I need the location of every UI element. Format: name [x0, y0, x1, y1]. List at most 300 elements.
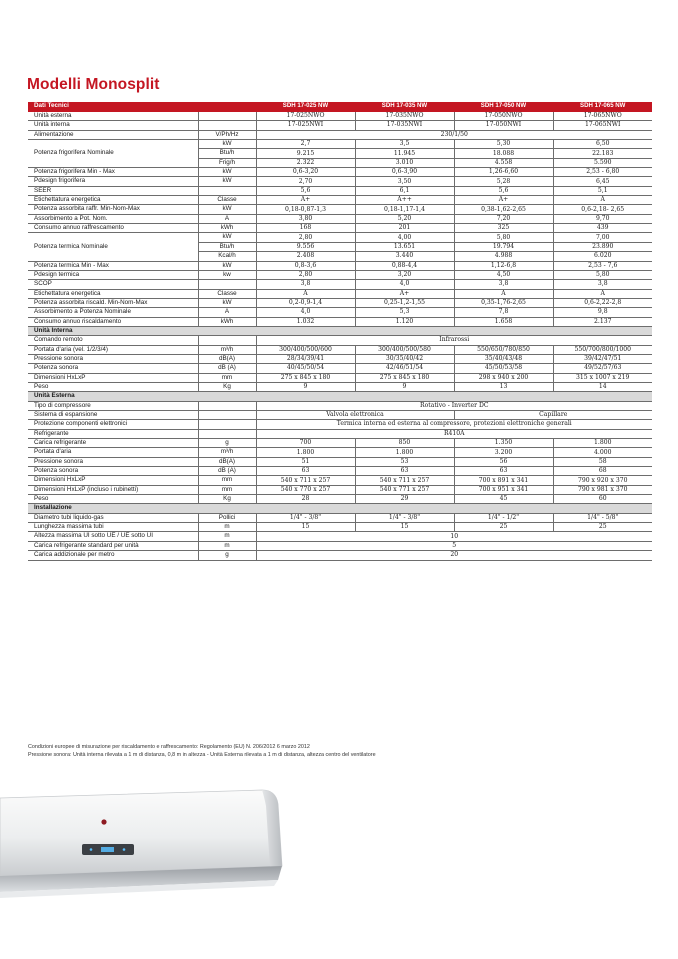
row-label: Dimensioni HxLxP	[28, 373, 198, 382]
value-cell: 6,50	[553, 140, 652, 149]
value-cell: 6,1	[355, 186, 454, 195]
spanned-value-cell: 5	[256, 541, 652, 550]
value-cell: 28/34/39/41	[256, 354, 355, 363]
value-cell: 3,20	[355, 270, 454, 279]
section-title: Unità Esterna	[28, 392, 652, 401]
unit-cell: g	[198, 439, 256, 448]
table-row	[28, 205, 652, 214]
row-label: Lunghezza massima tubi	[28, 523, 198, 532]
value-cell: 3.200	[454, 448, 553, 457]
value-cell: 13.651	[355, 242, 454, 251]
value-cell: 540 x 770 x 257	[256, 485, 355, 494]
value-cell: 42/46/51/54	[355, 364, 454, 373]
value-cell: 5.590	[553, 158, 652, 167]
unit-cell: Classe	[198, 289, 256, 298]
value-cell: 17-050NWO	[454, 112, 553, 121]
value-cell: 17-050NWI	[454, 121, 553, 130]
value-cell: 4.000	[553, 448, 652, 457]
value-cell: 540 x 771 x 257	[355, 485, 454, 494]
value-cell: 1.350	[454, 439, 553, 448]
value-cell: 13	[454, 382, 553, 391]
table-row	[28, 177, 652, 186]
unit-cell: Btu/h	[198, 149, 256, 158]
value-cell: 11.945	[355, 149, 454, 158]
row-label: Dimensioni HxLxP	[28, 476, 198, 485]
row-label: Assorbimento a Pot. Nom.	[28, 214, 198, 223]
value-cell: 5,80	[454, 233, 553, 242]
value-cell: 63	[454, 467, 553, 476]
value-cell: 25	[454, 523, 553, 532]
value-cell: 5,3	[355, 308, 454, 317]
value-cell: 439	[553, 224, 652, 233]
row-label: SCOP	[28, 280, 198, 289]
table-row	[28, 261, 652, 270]
row-label: Pressione sonora	[28, 457, 198, 466]
section-header-row	[28, 392, 652, 401]
pair-value-cell: Valvola elettronica	[256, 411, 454, 420]
value-cell: 7,00	[553, 233, 652, 242]
unit-cell	[198, 429, 256, 438]
value-cell: A	[553, 196, 652, 205]
row-label: Peso	[28, 382, 198, 391]
unit-cell: Kcal/h	[198, 252, 256, 261]
unit-cell: kW	[198, 261, 256, 270]
value-cell: 1.800	[553, 439, 652, 448]
value-cell: 30/35/40/42	[355, 354, 454, 363]
model-header-cell: SDH 17-025 NW	[256, 102, 355, 112]
table-row	[28, 439, 652, 448]
value-cell: 40/45/50/54	[256, 364, 355, 373]
spanned-value-cell: Termica interna ed esterna al compressore, protezioni elettroniche generali	[256, 420, 652, 429]
value-cell: 2,7	[256, 140, 355, 149]
value-cell: 1.800	[256, 448, 355, 457]
row-label: Carica addizionale per metro	[28, 551, 198, 560]
table-row	[28, 411, 652, 420]
table-row	[28, 289, 652, 298]
value-cell: 1/4" - 5/8"	[553, 513, 652, 522]
unit-cell: mm	[198, 373, 256, 382]
value-cell: 550/700/800/1000	[553, 345, 652, 354]
value-cell: 201	[355, 224, 454, 233]
value-cell: 3,5	[355, 140, 454, 149]
value-cell: 2,53 - 7,6	[553, 261, 652, 270]
row-label: Carica refrigerante standard per unità	[28, 541, 198, 550]
value-cell: 0,6-3,20	[256, 168, 355, 177]
unit-cell: Pollici	[198, 513, 256, 522]
row-label: Unità interna	[28, 121, 198, 130]
unit-cell: kW	[198, 205, 256, 214]
value-cell: 5,28	[454, 177, 553, 186]
value-cell: 790 x 920 x 370	[553, 476, 652, 485]
row-label: Sistema di espansione	[28, 411, 198, 420]
value-cell: 2.137	[553, 317, 652, 326]
value-cell: 5,1	[553, 186, 652, 195]
value-cell: 168	[256, 224, 355, 233]
unit-cell	[198, 420, 256, 429]
table-row	[28, 112, 652, 121]
row-label: Comando remoto	[28, 336, 198, 345]
unit-cell	[198, 411, 256, 420]
unit-cell	[198, 121, 256, 130]
value-cell: 0,38-1,62-2,65	[454, 205, 553, 214]
table-row	[28, 429, 652, 438]
value-cell: 3,8	[553, 280, 652, 289]
table-row	[28, 214, 652, 223]
value-cell: 850	[355, 439, 454, 448]
unit-cell: V/Ph/Hz	[198, 130, 256, 139]
unit-cell: mm	[198, 476, 256, 485]
row-label: Carica refrigerante	[28, 439, 198, 448]
value-cell: 58	[553, 457, 652, 466]
value-cell: 0,6-2,18- 2,65	[553, 205, 652, 214]
table-row	[28, 186, 652, 195]
unit-cell	[198, 280, 256, 289]
table-row	[28, 140, 652, 149]
value-cell: 25	[553, 523, 652, 532]
row-label: SEER	[28, 186, 198, 195]
row-label: Potenza assorbita riscald. Min-Nom-Max	[28, 298, 198, 307]
section-header-row	[28, 504, 652, 513]
value-cell: 3,8	[256, 280, 355, 289]
air-conditioner-photo	[0, 770, 320, 959]
value-cell: 17-035NWI	[355, 121, 454, 130]
value-cell: 23.890	[553, 242, 652, 251]
row-label: Assorbimento a Potenza Nominale	[28, 308, 198, 317]
value-cell: 45/50/53/58	[454, 364, 553, 373]
unit-cell: A	[198, 308, 256, 317]
table-row	[28, 513, 652, 522]
unit-cell: m	[198, 532, 256, 541]
unit-cell: m³/h	[198, 448, 256, 457]
section-title: Installazione	[28, 504, 652, 513]
value-cell: 2,80	[256, 233, 355, 242]
row-label: Etichettatura energetica	[28, 196, 198, 205]
value-cell: A	[553, 289, 652, 298]
row-label: Altezza massima UI sotto UE / UE sotto UI	[28, 532, 198, 541]
value-cell: 2,70	[256, 177, 355, 186]
spec-table	[28, 102, 652, 561]
value-cell: 6,45	[553, 177, 652, 186]
value-cell: 0,8-3,6	[256, 261, 355, 270]
unit-cell	[198, 336, 256, 345]
row-label: Alimentazione	[28, 130, 198, 139]
table-row	[28, 270, 652, 279]
unit-cell: dB (A)	[198, 467, 256, 476]
row-label: Potenza termica Min - Max	[28, 261, 198, 270]
value-cell: 49/52/57/63	[553, 364, 652, 373]
table-row	[28, 467, 652, 476]
row-label: Refrigerante	[28, 429, 198, 438]
row-label: Unità esterna	[28, 112, 198, 121]
table-row	[28, 541, 652, 550]
table-row	[28, 523, 652, 532]
unit-cell: g	[198, 551, 256, 560]
value-cell: 68	[553, 467, 652, 476]
table-row	[28, 532, 652, 541]
table-row	[28, 448, 652, 457]
value-cell: 1/4" - 1/2"	[454, 513, 553, 522]
unit-cell: kw	[198, 270, 256, 279]
row-label: Diametro tubi liquido-gas	[28, 513, 198, 522]
value-cell: 17-065NWO	[553, 112, 652, 121]
unit-cell: Kg	[198, 495, 256, 504]
value-cell: 51	[256, 457, 355, 466]
section-header-row	[28, 326, 652, 335]
footnote-sound: Pressione sonora: Unità interna rilevata a 1 m di distanza, 0,8 m in altezza - Unità Esterna rilevata a 1 m di distanza, altezza centro del ventilatore	[28, 752, 376, 758]
table-row	[28, 196, 652, 205]
value-cell: 29	[355, 495, 454, 504]
value-cell: 3,8	[454, 280, 553, 289]
unit-cell: kW	[198, 177, 256, 186]
table-row	[28, 280, 652, 289]
value-cell: 7,20	[454, 214, 553, 223]
value-cell: 17-025NWI	[256, 121, 355, 130]
table-row	[28, 345, 652, 354]
spanned-value-cell: 10	[256, 532, 652, 541]
row-label: Pressione sonora	[28, 354, 198, 363]
value-cell: 5,6	[256, 186, 355, 195]
table-row	[28, 354, 652, 363]
unit-cell: kW	[198, 233, 256, 242]
value-cell: A+	[256, 196, 355, 205]
model-header-cell: SDH 17-035 NW	[355, 102, 454, 112]
value-cell: 6.020	[553, 252, 652, 261]
value-cell: 45	[454, 495, 553, 504]
value-cell: 56	[454, 457, 553, 466]
value-cell: 9,8	[553, 308, 652, 317]
spanned-value-cell: Rotativo - Inverter DC	[256, 401, 652, 410]
unit-cell	[198, 186, 256, 195]
row-label: Tipo di compressore	[28, 401, 198, 410]
value-cell: 0,6-3,90	[355, 168, 454, 177]
table-row	[28, 401, 652, 410]
model-header-cell: SDH 17-050 NW	[454, 102, 553, 112]
table-row	[28, 364, 652, 373]
row-label: Pdesign termica	[28, 270, 198, 279]
value-cell: 790 x 981 x 370	[553, 485, 652, 494]
value-cell: 9	[355, 382, 454, 391]
value-cell: 9	[256, 382, 355, 391]
table-row	[28, 551, 652, 560]
unit-cell: A	[198, 214, 256, 223]
value-cell: 325	[454, 224, 553, 233]
table-row	[28, 495, 652, 504]
row-label: Potenza sonora	[28, 364, 198, 373]
value-cell: 1.120	[355, 317, 454, 326]
value-cell: 19.794	[454, 242, 553, 251]
value-cell: A+	[355, 289, 454, 298]
value-cell: 0,88-4,4	[355, 261, 454, 270]
spanned-value-cell: 20	[256, 551, 652, 560]
row-label: Peso	[28, 495, 198, 504]
value-cell: 1,26-6,60	[454, 168, 553, 177]
value-cell: 9.215	[256, 149, 355, 158]
unit-cell: kW	[198, 140, 256, 149]
brand-logo-icon	[101, 819, 106, 824]
row-label: Portata d'aria (vel. 1/2/3/4)	[28, 345, 198, 354]
value-cell: 275 x 845 x 180	[256, 373, 355, 382]
value-cell: 300/400/500/580	[355, 345, 454, 354]
value-cell: 53	[355, 457, 454, 466]
row-label: Potenza termica Nominale	[28, 233, 198, 261]
value-cell: A++	[355, 196, 454, 205]
unit-cell: m³/h	[198, 345, 256, 354]
unit-cell: kW	[198, 168, 256, 177]
row-label: Potenza assorbita raffr. Min-Nom-Max	[28, 205, 198, 214]
unit-cell: m	[198, 541, 256, 550]
value-cell: 17-025NWO	[256, 112, 355, 121]
value-cell: 2,53 - 6,80	[553, 168, 652, 177]
table-row	[28, 382, 652, 391]
value-cell: 0,18-1,17-1,4	[355, 205, 454, 214]
value-cell: 540 x 711 x 257	[256, 476, 355, 485]
value-cell: 15	[256, 523, 355, 532]
page-title: Modelli Monosplit	[27, 76, 160, 93]
unit-cell: Frig/h	[198, 158, 256, 167]
value-cell: 63	[355, 467, 454, 476]
unit-cell: mm	[198, 485, 256, 494]
table-row	[28, 168, 652, 177]
value-cell: 0,18-0,87-1,3	[256, 205, 355, 214]
value-cell: 2.408	[256, 252, 355, 261]
unit-cell	[198, 112, 256, 121]
value-cell: 1/4" - 3/8"	[256, 513, 355, 522]
value-cell: 4,0	[355, 280, 454, 289]
table-row	[28, 130, 652, 139]
unit-cell: Btu/h	[198, 242, 256, 251]
table-row	[28, 476, 652, 485]
value-cell: 1,12-6,8	[454, 261, 553, 270]
value-cell: 0,25-1,2-1,55	[355, 298, 454, 307]
value-cell: 3.440	[355, 252, 454, 261]
value-cell: 4,00	[355, 233, 454, 242]
row-label: Etichettatura energetica	[28, 289, 198, 298]
table-row	[28, 420, 652, 429]
value-cell: 60	[553, 495, 652, 504]
value-cell: 3.010	[355, 158, 454, 167]
footnote-conditions: Condizioni europee di misurazione per riscaldamento e raffrescamento: Regolamento (EU) N. 206/2012 6 marzo 2012	[28, 744, 310, 750]
table-row	[28, 121, 652, 130]
value-cell: 315 x 1007 x 219	[553, 373, 652, 382]
row-label: Consumo annuo riscaldamento	[28, 317, 198, 326]
value-cell: 1/4" - 3/8"	[355, 513, 454, 522]
header-unit-cell	[198, 102, 256, 112]
header-label-cell: Dati Tecnici	[28, 102, 198, 112]
value-cell: 700 x 951 x 341	[454, 485, 553, 494]
model-header-cell: SDH 17-065 NW	[553, 102, 652, 112]
row-label: Potenza frigorifera Min - Max	[28, 168, 198, 177]
table-row	[28, 298, 652, 307]
value-cell: 700 x 891 x 341	[454, 476, 553, 485]
table-row	[28, 457, 652, 466]
value-cell: 540 x 711 x 257	[355, 476, 454, 485]
value-cell: 7,8	[454, 308, 553, 317]
value-cell: 63	[256, 467, 355, 476]
spanned-value-cell: 230/1/50	[256, 130, 652, 139]
unit-cell: Kg	[198, 382, 256, 391]
unit-cell: kWh	[198, 224, 256, 233]
value-cell: 300/400/500/600	[256, 345, 355, 354]
value-cell: 4,0	[256, 308, 355, 317]
table-row	[28, 336, 652, 345]
row-label: Protezione componenti elettronici	[28, 420, 198, 429]
value-cell: 18.088	[454, 149, 553, 158]
value-cell: A+	[454, 196, 553, 205]
value-cell: 9,70	[553, 214, 652, 223]
row-label: Potenza frigorifera Nominale	[28, 140, 198, 168]
value-cell: 3,80	[256, 214, 355, 223]
value-cell: 22.183	[553, 149, 652, 158]
section-title: Unità Interna	[28, 326, 652, 335]
table-row	[28, 233, 652, 242]
value-cell: 1.032	[256, 317, 355, 326]
table-row	[28, 308, 652, 317]
value-cell: 0,35-1,76-2,65	[454, 298, 553, 307]
unit-cell	[198, 401, 256, 410]
value-cell: 5,80	[553, 270, 652, 279]
unit-cell: kW	[198, 298, 256, 307]
value-cell: 17-065NWI	[553, 121, 652, 130]
value-cell: 3,50	[355, 177, 454, 186]
value-cell: 298 x 940 x 200	[454, 373, 553, 382]
value-cell: 17-035NWO	[355, 112, 454, 121]
value-cell: A	[256, 289, 355, 298]
value-cell: 28	[256, 495, 355, 504]
pair-value-cell: Capillare	[454, 411, 652, 420]
row-label: Consumo annuo raffrescamento	[28, 224, 198, 233]
value-cell: 550/650/780/850	[454, 345, 553, 354]
value-cell: 14	[553, 382, 652, 391]
value-cell: 15	[355, 523, 454, 532]
table-row	[28, 373, 652, 382]
value-cell: 35/40/43/48	[454, 354, 553, 363]
value-cell: 4.988	[454, 252, 553, 261]
value-cell: A	[454, 289, 553, 298]
value-cell: 0,2-0,9-1,4	[256, 298, 355, 307]
spanned-value-cell: Infrarossi	[256, 336, 652, 345]
unit-cell: dB(A)	[198, 457, 256, 466]
unit-cell: Classe	[198, 196, 256, 205]
value-cell: 1.658	[454, 317, 553, 326]
row-label: Pdesign frigorifera	[28, 177, 198, 186]
value-cell: 9.556	[256, 242, 355, 251]
unit-cell: dB(A)	[198, 354, 256, 363]
value-cell: 0,6-2,22-2,8	[553, 298, 652, 307]
value-cell: 4.558	[454, 158, 553, 167]
value-cell: 5,6	[454, 186, 553, 195]
table-row	[28, 485, 652, 494]
unit-cell: m	[198, 523, 256, 532]
value-cell: 2.322	[256, 158, 355, 167]
row-label: Dimensioni HxLxP (incluso i rubinetti)	[28, 485, 198, 494]
table-header-row	[28, 102, 652, 112]
value-cell: 2,80	[256, 270, 355, 279]
value-cell: 5,30	[454, 140, 553, 149]
unit-cell: dB (A)	[198, 364, 256, 373]
value-cell: 5,20	[355, 214, 454, 223]
spanned-value-cell: R410A	[256, 429, 652, 438]
row-label: Potenza sonora	[28, 467, 198, 476]
value-cell: 1.800	[355, 448, 454, 457]
table-row	[28, 317, 652, 326]
value-cell: 39/42/47/51	[553, 354, 652, 363]
value-cell: 4,50	[454, 270, 553, 279]
value-cell: 700	[256, 439, 355, 448]
value-cell: 275 x 845 x 180	[355, 373, 454, 382]
unit-cell: kWh	[198, 317, 256, 326]
row-label: Portata d'aria	[28, 448, 198, 457]
table-row	[28, 224, 652, 233]
